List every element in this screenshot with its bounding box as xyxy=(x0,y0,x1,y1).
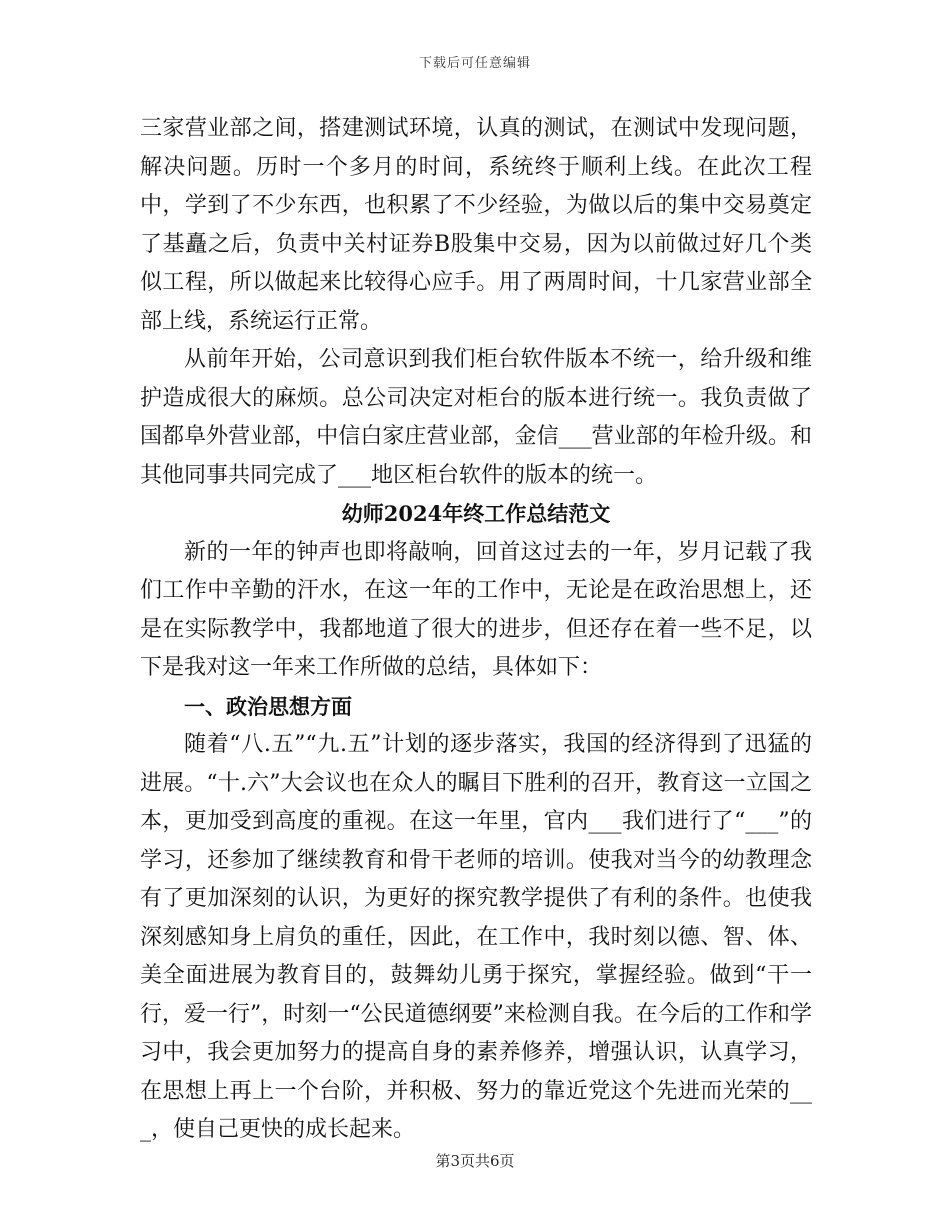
paragraph-political-thought: 随着“八.五”“九.五”计划的逐步落实，我国的经济得到了迅猛的进展。“十.六”大会议也在众人的瞩目下胜利的召开，教育这一立国之本，更加受到高度的重视。在这一年里，官内___我们进行了“___”的学习，还参加了继续教育和骨干老师的培训。使我对当今的幼教理念有了更加深刻的认识，为更好的探究教学提供了有利的条件。也使我深刻感知身上肩负的重任，因此，在工作中，我时刻以德、智、体、美全面进展为教育目的，鼓舞幼儿勇于探究，掌握经验。做到“干一行，爱一行”，时刻一“公民道德纲要”来检测自我。在今后的工作和学习中，我会更加努力的提高自身的素养修养，增强认识，认真学习，在思想上再上一个台阶，并积极、努力的靠近党这个先进而光荣的___，使自己更快的成长起来。 xyxy=(140,732,812,1142)
article-title: 幼师2024年终工作总结范文 xyxy=(341,501,611,526)
document-body xyxy=(140,110,812,1150)
page-number: 第3页共6页 xyxy=(435,1152,515,1170)
paragraph-intro: 新的一年的钟声也即将敲响，回首这过去的一年，岁月记载了我们工作中辛勤的汗水，在这一年的工作中，无论是在政治思想上，还是在实际教学中，我都地道了很大的进步，但还存在着一些不足，以下是我对这一年来工作所做的总结，具体如下： xyxy=(140,539,812,680)
paragraph-continuation: 三家营业部之间，搭建测试环境，认真的测试，在测试中发现问题，解决问题。历时一个多月的时间，系统终于顺利上线。在此次工程中，学到了不少东西，也积累了不少经验，为做以后的集中交易奠定了基矗之后，负责中关村证券B股集中交易，因为以前做过好几个类似工程，所以做起来比较得心应手。用了两周时间，十几家营业部全部上线，系统运行正常。 xyxy=(140,116,812,334)
paragraph-software-version: 从前年开始，公司意识到我们柜台软件版本不统一，给升级和维护造成很大的麻烦。总公司决定对柜台的版本进行统一。我负责做了国都阜外营业部，中信白家庄营业部，金信___营业部的年检升级。和其他同事共同完成了___地区柜台软件的版本的统一。 xyxy=(140,347,812,488)
section-heading: 一、政治思想方面 xyxy=(184,693,352,719)
page-header: 下载后可任意编辑 xyxy=(418,56,531,71)
